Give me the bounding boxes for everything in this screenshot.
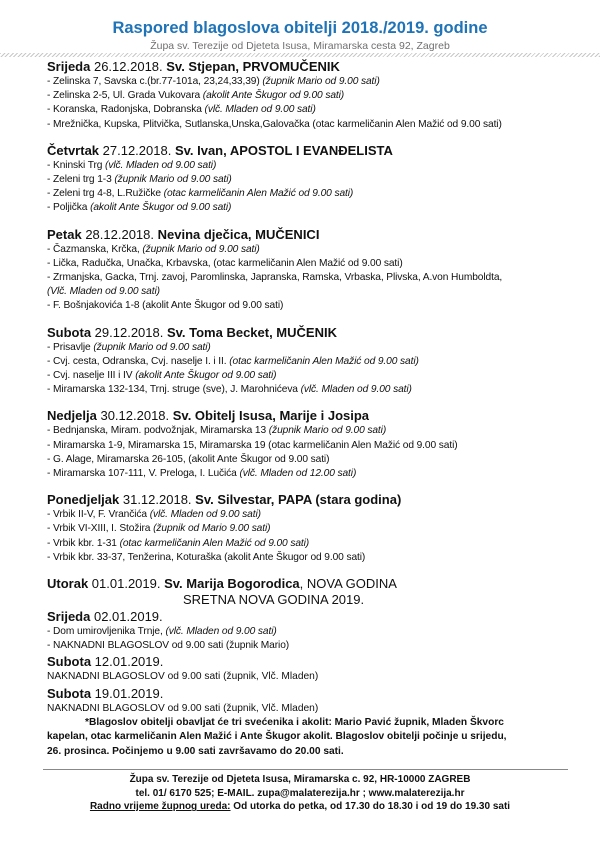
list-item: - F. Bošnjakovića 1-8 (akolit Ante Škugor od 9.00 sati) [47,300,284,312]
day-section [47,608,597,653]
day-heading [47,407,597,424]
document-title: Raspored blagoslova obitelji 2018./2019. godine [112,19,488,37]
list-item: - Miramarska 107-111, V. Preloga, I. Lučića (vlč. Mladen od 12.00 sati) [47,468,357,480]
day-heading [47,324,597,341]
list-item: - Dom umirovljenika Trnje, (vlč. Mladen od 9.00 sati) [47,626,277,638]
day-heading [47,58,597,75]
list-item: - Vrbik kbr. 1-31 (otac karmeličanin Alen Mažić od 9.00 sati) [47,537,310,549]
footer-hours: Radno vrijeme župnog ureda: Od utorka do petka, od 17.30 do 18.30 i od 19 do 19.30 sati [89,801,511,813]
day-heading: Utorak 01.01.2019. Sv. Marija Bogorodica, NOVA GODINA [47,576,397,592]
list-item: - Prisavlje (župnik Mario od 9.00 sati) [47,341,211,353]
new-year-greeting: SRETNA NOVA GODINA 2019. [183,592,365,608]
day-saint: Nevina dječica, MUČENICI [157,226,320,242]
list-item: - NAKNADNI BLAGOSLOV od 9.00 sati (župnik Mario) [47,640,290,652]
day-saint: Sv. Ivan, APOSTOL I EVANĐELISTA [174,142,393,158]
footer-hours-label: Radno vrijeme župnog ureda: [89,801,231,813]
day-section [47,491,597,565]
list-item: - Poljička (akolit Ante Škugor od 9.00 sati) [47,202,232,214]
list-item: - Zelinska 7, Savska c.(br.77-101a, 23,24,33,39) (župnik Mario od 9.00 sati) [47,76,380,87]
list-item: (Vlč. Mladen od 9.00 sati) [47,286,160,298]
day-name: Ponedjeljak [47,492,120,508]
day-section [47,58,597,132]
day-section [47,142,597,216]
day-section [47,226,597,314]
list-item: - Miramarska 132-134, Trnj. struge (sve), J. Marohnićeva (vlč. Mladen od 9.00 sati) [47,384,412,396]
day-saint: Sv. Obitelj Isusa, Marije i Josipa [172,408,370,424]
day-section [47,324,597,398]
list-item: - Cvj. naselje III i IV (akolit Ante Škugor od 9.00 sati) [47,370,277,382]
list-item: - Zeleni trg 4-8, L.Ružičke (otac karmeličanin Alen Mažić od 9.00 sati) [47,188,354,200]
day-section [47,407,597,481]
list-item: - Čazmanska, Krčka, (župnik Mario od 9.00 sati) [47,243,260,255]
day-saint: Sv. Stjepan, PRVOMUČENIK [166,59,340,74]
list-item: - Vrbik VI-XIII, I. Stožira (župnik od Mario 9.00 sati) [47,523,271,535]
day-heading [47,142,597,159]
day-name: Četvrtak [47,142,100,158]
list-item: - Kninski Trg (vlč. Mladen od 9.00 sati) [47,159,217,171]
day-saint: Sv. Toma Becket, MUČENIK [166,324,337,340]
list-item: NAKNADNI BLAGOSLOV od 9.00 sati (župnik, Vlč. Mladen) [47,671,319,683]
new-year-section [47,575,597,608]
list-item: - Bednjanska, Miram. podvožnjak, Miramarska 13 (župnik Mario od 9.00 sati) [47,425,387,437]
day-name: Srijeda [47,59,91,74]
day-date: 27.12.2018. [99,142,175,158]
day-heading: Subota 19.01.2019. [47,685,164,701]
day-date: 29.12.2018. [91,324,167,340]
document-subtitle: Župa sv. Terezije od Djeteta Isusa, Miramarska cesta 92, Zagreb [150,40,450,52]
decorative-divider [0,53,600,57]
list-item: - Mrežnička, Kupska, Plitvička, Sutlanska,Unska,Galovačka (otac karmeličanin Alen Mažić od 9.00 sati) [47,118,502,130]
footnote: *Blagoslov obitelji obavljat će tri svećenika i akolit: Mario Pavić župnik, Mladen Škvorc kapelan, otac karmeličanin Alen Mažić i Ante Škugor akolit. Blagoslov obitelji počinje u srijedu, 26. prosinca. Počinjemo u 9.00 sati završavamo do 20.00 sati. [47,716,507,757]
list-item: - Koranska, Radonjska, Dobranska (vlč. Mladen od 9.00 sati) [47,104,316,116]
day-heading [47,226,597,243]
footer-contact: tel. 01/ 6170 525; E-MAIL. zupa@malaterezija.hr ; www.malaterezija.hr [135,787,465,799]
day-section [47,653,597,684]
day-heading: Subota 12.01.2019. [47,654,164,670]
day-date: 31.12.2018. [119,492,196,508]
day-section [47,685,597,716]
list-item: - G. Alage, Miramarska 26-105, (akolit Ante Škugor od 9.00 sati) [47,453,330,465]
footer-address: Župa sv. Terezije od Djeteta Isusa, Miramarska c. 92, HR-10000 ZAGREB [129,774,471,785]
list-item: - Lička, Radučka, Unačka, Krbavska, (otac karmeličanin Alen Mažić od 9.00 sati) [47,257,403,269]
day-date: 28.12.2018. [81,226,158,242]
day-heading: Srijeda 02.01.2019. [47,609,163,625]
list-item: - Zelinska 2-5, Ul. Grada Vukovara (akolit Ante Škugor od 9.00 sati) [47,90,345,102]
day-date: 30.12.2018. [96,408,173,424]
day-name: Nedjelja [47,408,97,424]
day-heading [47,491,597,508]
list-item: - Miramarska 1-9, Miramarska 15, Miramarska 19 (otac karmeličanin Alen Mažić od 9.00 sati) [47,439,458,451]
list-item: NAKNADNI BLAGOSLOV od 9.00 sati (župnik, Vlč. Mladen) [47,702,319,714]
schedule [47,58,597,759]
list-item: - Zeleni trg 1-3 (župnik Mario od 9.00 sati) [47,174,232,186]
list-item: - Zrmanjska, Gacka, Trnj. zavoj, Paromlinska, Japranska, Ramska, Vrbaska, Plivska, A.von Humboldta, [47,272,503,284]
footer-divider [43,769,568,770]
list-item: - Vrbik kbr. 33-37, Tenžerina, Koturaška (akolit Ante Škugor od 9.00 sati) [47,551,366,563]
day-name: Subota [47,324,92,340]
list-item: - Vrbik II-V, F. Vrančića (vlč. Mladen od 9.00 sati) [47,509,261,521]
day-date: 26.12.2018. [90,59,167,74]
list-item: - Cvj. cesta, Odranska, Cvj. naselje I. i II. (otac karmeličanin Alen Mažić od 9.00 sati) [47,355,419,367]
day-saint: Sv. Silvestar, PAPA (stara godina) [195,492,402,508]
day-name: Petak [47,226,82,242]
footer [0,773,600,814]
